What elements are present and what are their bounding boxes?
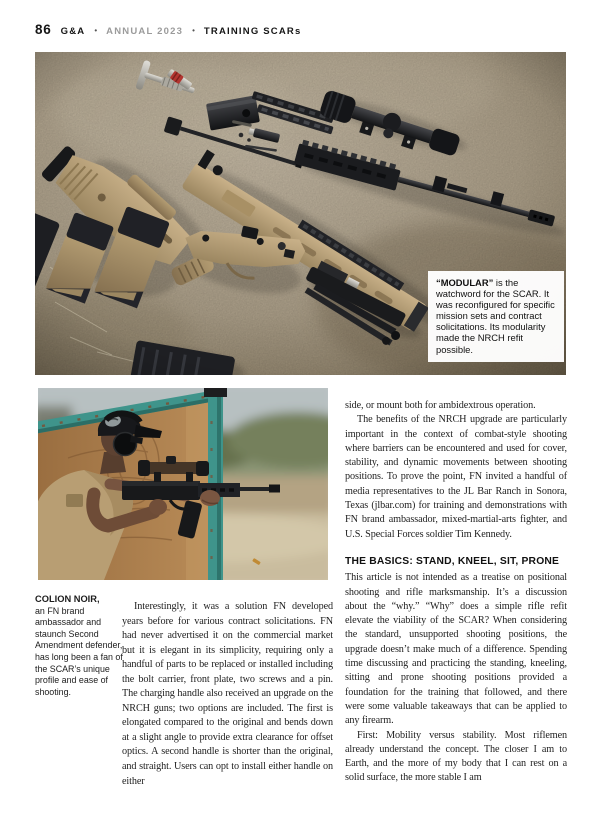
header-brand: G&A <box>60 26 86 37</box>
colion-caption-text: an FN brand ambassador and staunch Second Amendment defender, has long been a fan of the SCAR’s unique profile and ease of shooting. <box>35 605 123 697</box>
header-section: TRAINING SCARs <box>203 26 302 37</box>
paragraph: side, or mount both for ambidextrous operation. <box>345 400 536 411</box>
modular-caption-lead: “MODULAR” <box>436 277 494 288</box>
paragraph: Interestingly, it was a solution FN developed years before for various contract solicitations. FN had never advertised it on the commercial market but it is elegant in its simplicity, requiring only a handful of parts to be replaced or installed including the bolt carrier, front plate, two screws and a pin. The charging handle also received an upgrade on the NRCH guns; two options are included. The first is elongated compared to the original and bends down at a slight angle to provide extra clearance for offset optics. A second handle is shorter than the original, and straight. Users can opt to install either handle on either <box>122 601 333 787</box>
header-issue: ANNUAL 2023 <box>106 26 184 37</box>
bottom-photo-illustration <box>38 388 328 580</box>
paragraph: The benefits of the NRCH upgrade are particularly important in the context of combat-style shooting where barriers can be encountered and used for cover, stability, and dynamic movements between shooting positions. To prove the point, FN invited a handful of media representatives to the JL Bar Ranch in Sonora, Texas (jlbar.com) for training and demonstrations with FN brand ambassador, mixed-martial-arts fighter, and U.S. Special Forces soldier Tim Kennedy. <box>345 414 567 540</box>
basics-subhead: THE BASICS: STAND, KNEEL, SIT, PRONE <box>345 555 560 567</box>
paragraph: First: Mobility versus stability. Most riflemen already understand the concept. The closer I am to Earth, and the more of my body that I can rest on a solid surface, the more stable I am <box>345 729 567 784</box>
modular-caption-text: is the watchword for the SCAR. It was reconfigured for specific mission sets and contract solicitations. Its modularity made the NRCH refit possible. <box>436 277 555 355</box>
article-column-right <box>345 399 567 786</box>
page-header <box>35 22 301 37</box>
page-number: 86 <box>35 22 52 37</box>
colion-caption <box>35 594 132 698</box>
header-bullet: • <box>192 26 195 35</box>
paragraph: This article is not intended as a treatise on positional shooting and rifle marksmanship. It’s a discussion about the “why.” “Why” does a simple rifle refit elevate the viability of the SCAR? When considering the standard, unsupported shooting positions, the upgrade doesn’t make much of a difference. Spending time discussing and practicing the standing, kneeling, sitting and prone shooting positions provided a foundation for the training that followed, and there were some valuable takeaways that can be applied to any firearm. <box>345 572 567 727</box>
modular-caption-box <box>428 271 564 362</box>
bottom-photo <box>38 388 328 580</box>
header-bullet: • <box>94 26 98 35</box>
top-photo <box>35 52 566 375</box>
colion-caption-lead: COLION NOIR, <box>35 594 100 604</box>
article-column-middle <box>122 600 333 789</box>
